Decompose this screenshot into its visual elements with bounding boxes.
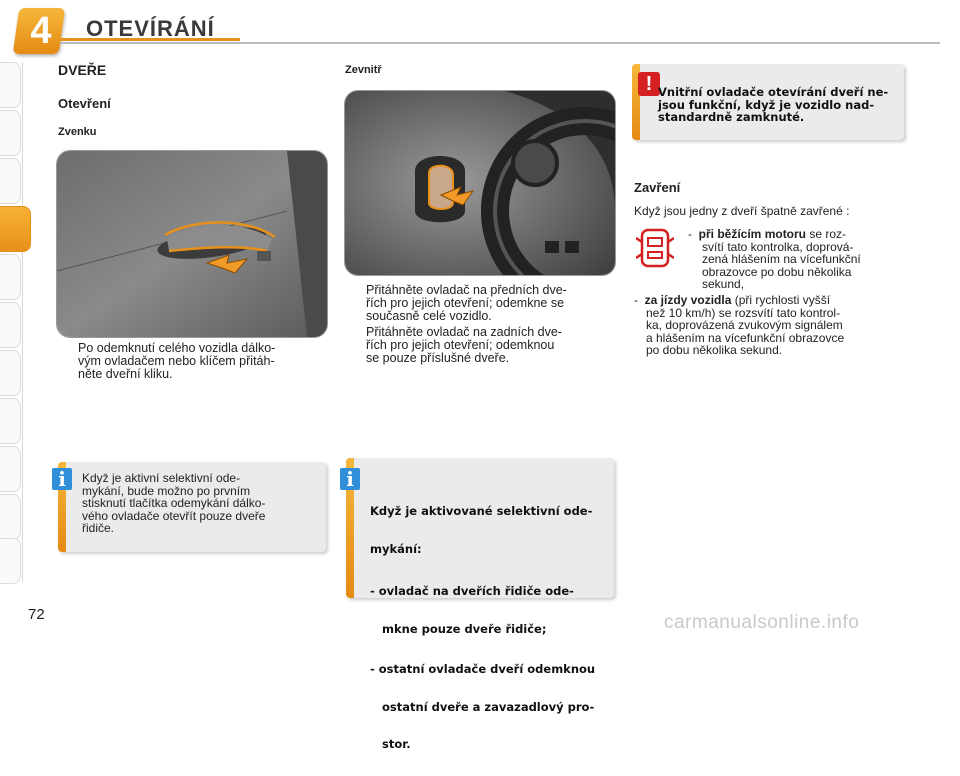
inside-heading: Zevnitř: [345, 64, 382, 76]
closing-intro: Když jsou jedny z dveří špatně zavřené :: [634, 204, 850, 218]
item-bold-label: za jízdy vozidla: [644, 293, 732, 307]
info-icon: i: [340, 468, 360, 490]
item-line: obrazovce po dobu několika: [702, 264, 852, 279]
item-line: svítí tato kontrolka, doprová-: [702, 239, 854, 254]
chapter-tab[interactable]: [0, 254, 21, 300]
chapter-tab[interactable]: [0, 62, 21, 108]
chapter-tab[interactable]: [0, 398, 21, 444]
bullet-line: něte dveřní kliku.: [78, 367, 173, 381]
note-line: stisknutí tlačítka odemykání dálko-: [82, 496, 266, 510]
door-handle-illustration: [57, 151, 327, 337]
chapter-tab-strip: [0, 62, 23, 582]
subsection-heading: Otevření: [58, 96, 111, 111]
bullet-line: vým ovladačem nebo klíčem přitáh-: [78, 354, 275, 368]
outside-heading: Zvenku: [58, 126, 97, 138]
section-heading: DVEŘE: [58, 62, 107, 78]
bullet-line: Po odemknutí celého vozidla dálko-: [78, 341, 276, 355]
note-line: Když je aktivované selektivní ode-: [370, 504, 593, 518]
watermark: carmanualsonline.info: [664, 612, 860, 633]
item-line: a hlášením na vícefunkční obrazovce: [646, 330, 845, 345]
inside-bullet-rear: [346, 326, 614, 365]
item-bold-label: při běžícím motoru: [698, 227, 807, 241]
chapter-tab[interactable]: [0, 110, 21, 156]
chapter-tab[interactable]: [0, 446, 21, 492]
door-handle-photo: [56, 150, 328, 338]
chapter-tab[interactable]: [0, 538, 21, 584]
bullet-line: řích pro jejich otevření; odemknou: [366, 338, 555, 352]
note-line: mkne pouze dveře řidiče;: [370, 621, 547, 636]
interior-handle-illustration: [345, 91, 615, 275]
item-line: (při rychlosti vyšší: [731, 293, 831, 307]
header-rule: [60, 42, 940, 44]
note-line: jsou funkční, když je vozidlo nad-: [658, 97, 875, 112]
item-line: než 10 km/h) se rozsvítí tato kontrol-: [646, 305, 841, 320]
note-line: vého ovladače otevřít pouze dveře: [82, 508, 266, 523]
item-line: po dobu několika sekund.: [646, 343, 783, 358]
page-header: [0, 0, 960, 60]
info-note-middle: [346, 458, 614, 751]
door-open-warning-icon: [636, 228, 674, 268]
info-icon: i: [52, 468, 72, 490]
bullet-line: Přitáhněte ovladač na zadních dve-: [366, 325, 562, 339]
note-line: řidiče.: [82, 521, 115, 535]
chapter-tab[interactable]: [0, 494, 21, 540]
bullet-line: se pouze příslušné dveře.: [366, 351, 510, 365]
warning-icon: !: [638, 72, 660, 96]
chapter-tab-active[interactable]: [0, 206, 31, 252]
outside-bullet: [58, 342, 324, 381]
note-line: stor.: [370, 737, 411, 751]
chapter-tab[interactable]: [0, 158, 21, 204]
closing-item-driving: [634, 294, 904, 357]
note-line: mykání, bude možno po prvním: [82, 483, 251, 498]
chapter-tab[interactable]: [0, 350, 21, 396]
bullet-line: řích pro jejich otevření; odemkne se: [366, 296, 565, 310]
note-line: Vnitřní ovladače otevírání dveří ne-: [658, 85, 889, 99]
item-line: zená hlášením na vícefunkční: [702, 252, 861, 267]
item-line: se roz-: [806, 227, 847, 241]
closing-item-engine-running: [688, 228, 904, 291]
page-number: 72: [28, 606, 45, 623]
note-line: - ostatní ovladače dveří odemknou: [370, 662, 596, 676]
item-line: sekund,: [702, 277, 745, 292]
note-line: - ovladač na dveřích řidiče ode-: [370, 584, 574, 598]
closing-heading: Zavření: [634, 180, 681, 195]
info-note-text: [82, 472, 320, 535]
note-line: Když je aktivní selektivní ode-: [82, 471, 241, 485]
warning-note: [632, 64, 904, 140]
item-dash: -: [688, 227, 692, 241]
inside-bullet-front: [346, 284, 614, 323]
note-line: standardně zamknuté.: [658, 110, 805, 124]
note-line: mykání:: [370, 541, 422, 556]
info-note-text: [370, 480, 610, 776]
interior-handle-photo: [344, 90, 616, 276]
chapter-tab[interactable]: [0, 302, 21, 348]
info-note-left: [58, 462, 326, 552]
bullet-line: Přitáhněte ovladač na předních dve-: [366, 283, 567, 297]
chapter-number: 4: [30, 10, 52, 52]
item-dash: -: [634, 293, 638, 307]
warning-note-text: [658, 86, 902, 124]
page-title: OTEVÍRÁNÍ: [86, 16, 215, 41]
bullet-line: současně celé vozidlo.: [366, 309, 492, 323]
item-line: ka, doprovázená zvukovým signálem: [646, 318, 843, 333]
note-line: ostatní dveře a zavazadlový pro-: [370, 699, 595, 714]
